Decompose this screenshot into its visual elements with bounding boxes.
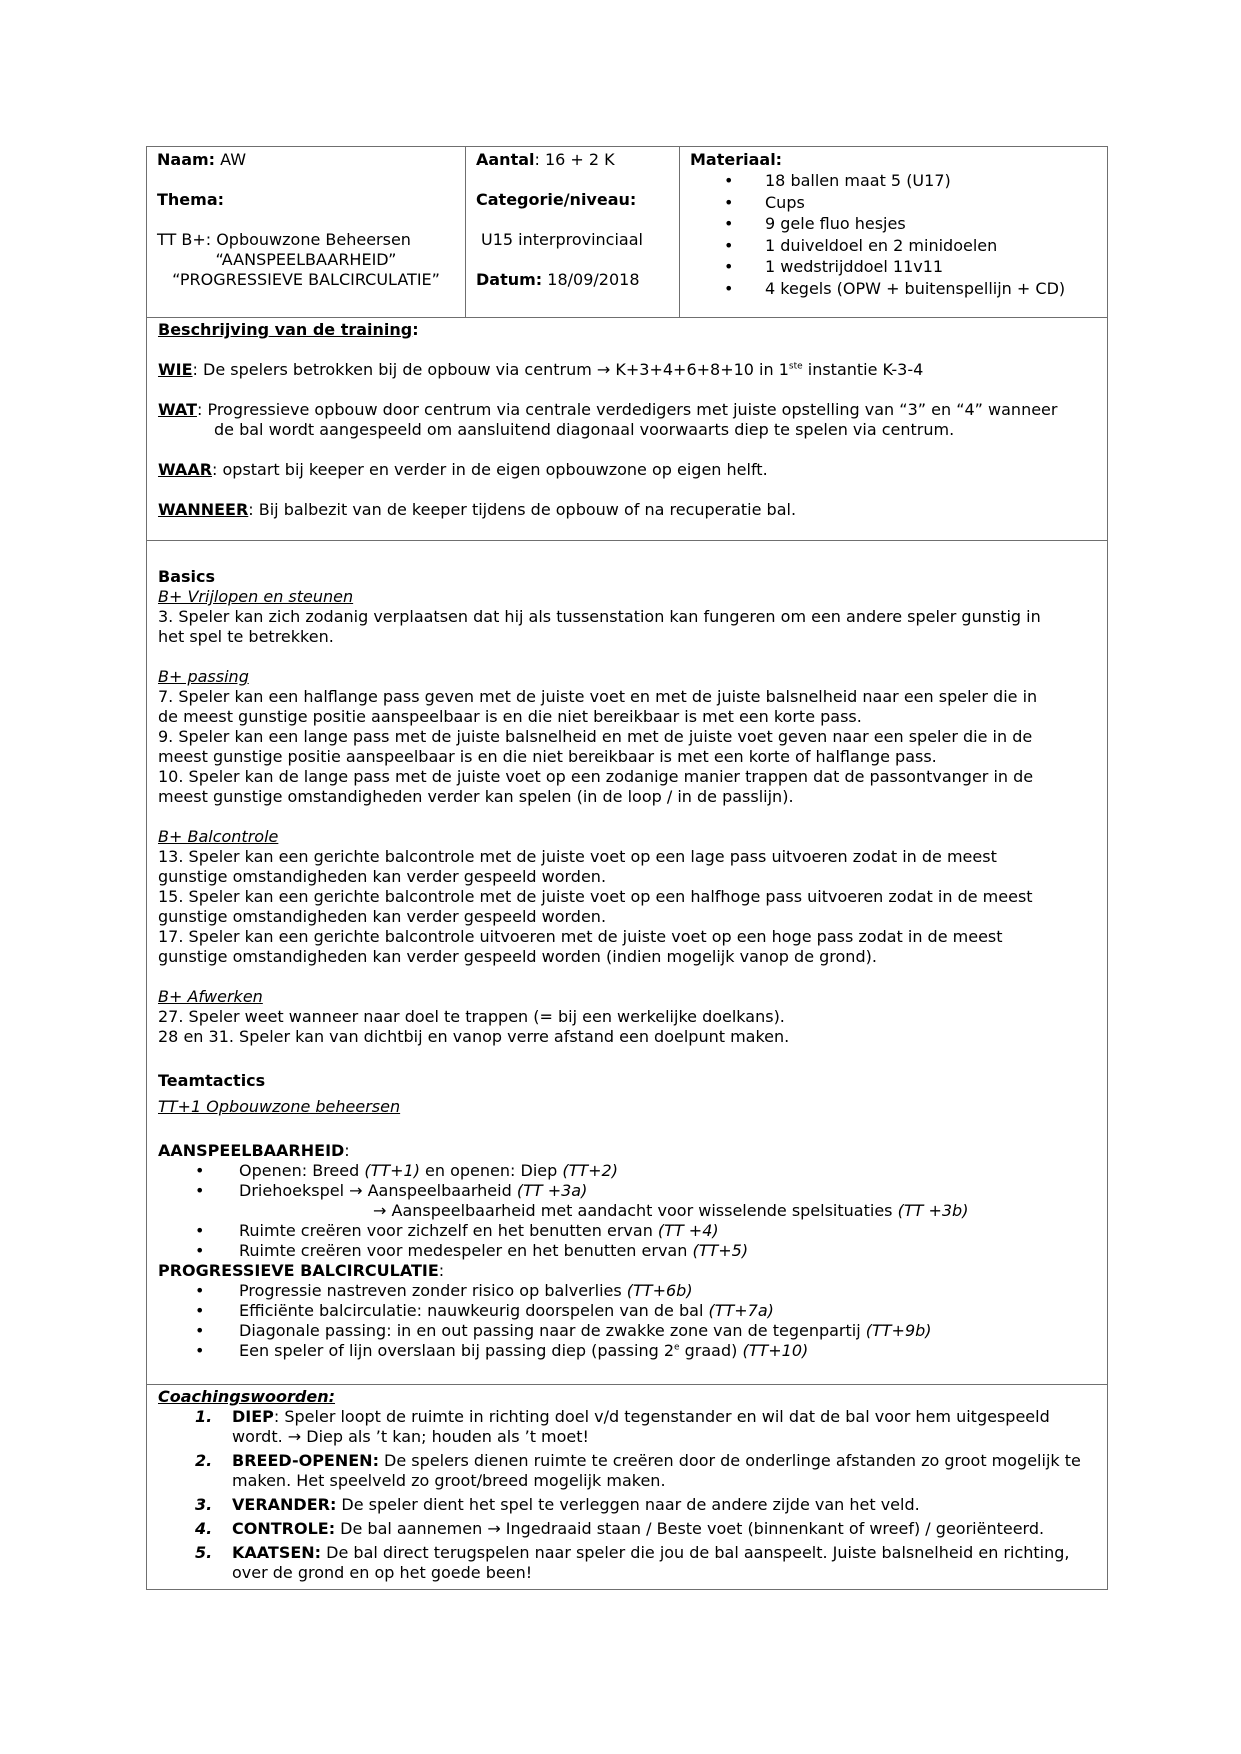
item-ref: (TT +4) xyxy=(657,1221,719,1240)
item-text: → Aanspeelbaarheid met aandacht voor wisselende spelsituaties xyxy=(373,1201,898,1220)
list-item: • 18 ballen maat 5 (U17) xyxy=(690,170,1097,192)
aantal-label: Aantal xyxy=(476,150,535,169)
list-item xyxy=(158,1241,1096,1261)
naam-value: AW xyxy=(220,150,247,169)
list-item xyxy=(158,1281,1096,1301)
item-text: graad) xyxy=(679,1341,743,1360)
training-sheet xyxy=(146,146,1108,1590)
basics-section: Basics B+ Vrijlopen en steunen 3. Speler kan zich zodanig verplaatsen dat hij als tussenstation kan fungeren om een andere speler gunstig in het spel te betrekken. B+ passing 7. Speler kan een halflange pass geven met de juiste voet en met de juiste balsnelheid naar een speler die in de meest gunstige positie aanspeelbaar is en die niet bereikbaar is met een korte pass. 9. Speler kan een lange pass met de juiste balsnelheid en met de juiste voet geven naar een speler die in de meest gunstige positie aanspeelbaar is en die niet bereikbaar is met een korte of halflange pass. 10. Speler kan de lange pass met de juiste voet op een zodanige manier trappen dat de passontvanger in de meest gunstige omstandigheden verder kan spelen (in de loop / in de passlijn). B+ Balcontrole 13. Speler kan een gerichte balcontrole met de juiste voet op een lage pass uitvoeren zodat in de meest gunstige omstandigheden kan verder gespeeld worden. 15. Speler kan een gerichte balcontrole met de juiste voet op een halfhoge pass uitvoeren zodat in de meest gunstige omstandigheden kan verder gespeeld worden. 17. Speler kan een gerichte balcontrole uitvoeren met de juiste voet op een hoge pass zodat in de meest gunstige omstandigheden kan verder gespeeld worden (indien mogelijk vanop de grond). B+ Afwerken 27. Speler weet wanneer naar doel te trappen (= bij een werkelijke doelkans). 28 en 31. Speler kan van dichtbij en vanop verre afstand een doelpunt maken. Teamtactics TT+1 Opbouwzone beheersen AANSPEELBAARHEID: • Openen: Breed (TT+1) en openen: Diep (TT+2) • Driehoekspel → Aanspeelbaarheid (TT +3a) → Aanspeelbaarheid met aandacht voor wisselende spelsituaties (TT +3b) • Ruimte creëren voor zichzelf en het benutten ervan (TT +4) • Ruimte creëren voor medespeler en het benutten ervan (TT+5) PROGRESSIEVE BALCIRCULATIE: • Progressie nastreven zonder risico op balverlies (TT+6b) • Efficiënte balcirculatie: nauwkeurig doorspelen van de bal (TT+7a) • Diagonale passing: in en out passing naar de zwakke zone van de tegenpartij (TT+9b) • Een speler of lijn overslaan bij passing diep (passing 2e graad) (TT+10) xyxy=(147,540,1107,1384)
balcontrole-line: gunstige omstandigheden kan verder gespeeld worden (indien mogelijk vanop de grond). xyxy=(158,947,877,966)
item-number: 2. xyxy=(195,1451,213,1470)
item-number: 4. xyxy=(195,1519,213,1538)
header-row xyxy=(147,147,1107,317)
afwerken-line: 28 en 31. Speler kan van dichtbij en vanop verre afstand een doelpunt maken. xyxy=(158,1027,790,1046)
balcontrole-line: gunstige omstandigheden kan verder gespeeld worden. xyxy=(158,867,607,886)
thema-line-1: TT B+: Opbouwzone Beheersen xyxy=(157,230,411,249)
list-item: • 1 wedstrijddoel 11v11 xyxy=(690,256,1097,278)
list-item: • 4 kegels (OPW + buitenspellijn + CD) xyxy=(690,278,1097,300)
wat-label: WAT xyxy=(158,400,197,419)
list-item xyxy=(158,1543,1096,1583)
passing-title: B+ passing xyxy=(158,667,249,686)
datum-label: Datum: xyxy=(476,270,543,289)
item-text: : Speler loopt de ruimte in richting doel v/d tegenstander en wil dat de bal voor hem uitgespeeld wordt. → Diep als ’t kan; houden als ’t moet! xyxy=(232,1407,1050,1446)
afwerken-title: B+ Afwerken xyxy=(158,987,263,1006)
wanneer-label: WANNEER xyxy=(158,500,249,519)
list-subitem xyxy=(158,1201,1096,1221)
aantal-cell xyxy=(466,147,680,317)
materiaal-label: Materiaal: xyxy=(690,150,783,169)
thema-line-2: “AANSPEELBAARHEID” xyxy=(215,250,397,269)
list-item xyxy=(158,1451,1096,1491)
item-sup: e xyxy=(674,1342,680,1353)
materiaal-cell xyxy=(680,147,1107,317)
wie-label: WIE xyxy=(158,360,193,379)
beschrijving-section xyxy=(147,317,1107,540)
item-ref: (TT+7a) xyxy=(708,1301,774,1320)
item-number: 3. xyxy=(195,1495,213,1514)
thema-line-3: “PROGRESSIEVE BALCIRCULATIE” xyxy=(172,270,440,289)
item-text: Een speler of lijn overslaan bij passing diep (passing 2 xyxy=(239,1341,674,1360)
item-ref: (TT+1) xyxy=(364,1161,420,1180)
list-item xyxy=(158,1519,1096,1539)
wie-sup: ste xyxy=(788,361,803,372)
passing-line: meest gunstige positie aanspeelbaar is en die niet bereikbaar is met een korte of halflange pass. xyxy=(158,747,937,766)
datum-value: 18/09/2018 xyxy=(547,270,640,289)
wie-text-post: instantie K-3-4 xyxy=(802,360,924,379)
item-text: Openen: Breed xyxy=(239,1161,365,1180)
item-ref: (TT+6b) xyxy=(626,1281,693,1300)
waar-line xyxy=(158,460,1096,480)
balcirc-label: PROGRESSIEVE BALCIRCULATIE xyxy=(158,1261,439,1280)
wanneer-text: : Bij balbezit van de keeper tijdens de opbouw of na recuperatie bal. xyxy=(248,500,797,519)
passing-line: 9. Speler kan een lange pass met de juiste balsnelheid en met de juiste voet geven naar een speler die in de xyxy=(158,727,1033,746)
item-text: Ruimte creëren voor medespeler en het benutten ervan xyxy=(239,1241,693,1260)
coaching-list xyxy=(158,1407,1096,1583)
materiaal-list xyxy=(690,170,1097,299)
list-item: • Cups xyxy=(690,192,1097,214)
list-item xyxy=(158,1221,1096,1241)
afwerken-line: 27. Speler weet wanneer naar doel te trappen (= bij een werkelijke doelkans). xyxy=(158,1007,785,1026)
item-label: VERANDER: xyxy=(232,1495,337,1514)
list-item xyxy=(158,1341,1096,1361)
item-text: Diagonale passing: in en out passing naar de zwakke zone van de tegenpartij xyxy=(239,1321,866,1340)
teamtactics-title: Teamtactics xyxy=(158,1071,266,1090)
list-item xyxy=(158,1321,1096,1341)
list-item xyxy=(158,1181,1096,1201)
balcontrole-line: 15. Speler kan een gerichte balcontrole met de juiste voet op een halfhoge pass uitvoeren zodat in de meest xyxy=(158,887,1033,906)
beschrijving-colon: : xyxy=(412,320,419,339)
item-ref: (TT +3b) xyxy=(897,1201,969,1220)
passing-line: 7. Speler kan een halflange pass geven met de juiste voet en met de juiste balsnelheid naar een speler die in xyxy=(158,687,1038,706)
wat-text-1: : Progressieve opbouw door centrum via centrale verdedigers met juiste opstelling van “3” en “4” wanneer xyxy=(196,400,1058,419)
item-text: Driehoekspel → Aanspeelbaarheid xyxy=(239,1181,517,1200)
balcontrole-line: 17. Speler kan een gerichte balcontrole uitvoeren met de juiste voet op een hoge pass zodat in de meest xyxy=(158,927,1003,946)
item-ref: (TT+5) xyxy=(692,1241,749,1260)
list-item xyxy=(158,1301,1096,1321)
list-item: • 9 gele fluo hesjes xyxy=(690,213,1097,235)
item-number: 1. xyxy=(195,1407,213,1426)
item-label: KAATSEN: xyxy=(232,1543,322,1562)
item-text: Efficiënte balcirculatie: nauwkeurig doorspelen van de bal xyxy=(239,1301,709,1320)
balcontrole-line: 13. Speler kan een gerichte balcontrole met de juiste voet op een lage pass uitvoeren zodat in de meest xyxy=(158,847,997,866)
item-text: en openen: Diep xyxy=(419,1161,563,1180)
vrijlopen-line: het spel te betrekken. xyxy=(158,627,334,646)
item-ref: (TT +3a) xyxy=(516,1181,588,1200)
balcontrole-title: B+ Balcontrole xyxy=(158,827,279,846)
aanspeel-label: AANSPEELBAARHEID xyxy=(158,1141,345,1160)
item-ref: (TT+2) xyxy=(562,1161,618,1180)
item-text: De bal direct terugspelen naar speler die jou de bal aanspeelt. Juiste balsnelheid en richting, over de grond en op het goede been! xyxy=(232,1543,1070,1582)
item-text: De bal aannemen → Ingedraaid staan / Beste voet (binnenkant of wreef) / georiënteerd. xyxy=(335,1519,1045,1538)
passing-line: meest gunstige omstandigheden verder kan spelen (in de loop / in de passlijn). xyxy=(158,787,794,806)
item-text: Progressie nastreven zonder risico op balverlies xyxy=(239,1281,627,1300)
wie-line xyxy=(158,360,1096,380)
naam-thema-cell xyxy=(147,147,466,317)
coaching-section xyxy=(147,1384,1107,1589)
item-ref: (TT+10) xyxy=(742,1341,809,1360)
thema-label: Thema: xyxy=(157,190,225,209)
naam-label: Naam: xyxy=(157,150,216,169)
wat-text-2: de bal wordt aangespeeld om aansluitend diagonaal voorwaarts diep te spelen via centrum. xyxy=(214,420,955,439)
item-label: DIEP xyxy=(232,1407,274,1426)
waar-label: WAAR xyxy=(158,460,213,479)
list-item xyxy=(158,1161,1096,1181)
item-text: De speler dient het spel te verleggen naar de andere zijde van het veld. xyxy=(336,1495,920,1514)
categorie-label: Categorie/niveau: xyxy=(476,190,637,209)
item-ref: (TT+9b) xyxy=(865,1321,932,1340)
item-text: De spelers dienen ruimte te creëren door de onderlinge afstanden zo groot mogelijk te maken. Het speelveld zo groot/breed mogelijk maken. xyxy=(232,1451,1081,1490)
aantal-value: : 16 + 2 K xyxy=(534,150,615,169)
coaching-title: Coachingswoorden: xyxy=(158,1387,336,1406)
vrijlopen-line: 3. Speler kan zich zodanig verplaatsen dat hij als tussenstation kan fungeren om een andere speler gunstig in xyxy=(158,607,1041,626)
beschrijving-title: Beschrijving van de training xyxy=(158,320,413,339)
item-label: CONTROLE: xyxy=(232,1519,336,1538)
list-item xyxy=(158,1407,1096,1447)
vrijlopen-title: B+ Vrijlopen en steunen xyxy=(158,587,354,606)
wanneer-line xyxy=(158,500,1096,520)
item-number: 5. xyxy=(195,1543,213,1562)
passing-line: de meest gunstige positie aanspeelbaar is en die niet bereikbaar is met een korte pass. xyxy=(158,707,862,726)
list-item xyxy=(158,1495,1096,1515)
wie-text-pre: : De spelers betrokken bij de opbouw via centrum → K+3+4+6+8+10 in 1 xyxy=(192,360,789,379)
basics-title: Basics xyxy=(158,567,216,586)
list-item: • 1 duiveldoel en 2 minidoelen xyxy=(690,235,1097,257)
waar-text: : opstart bij keeper en verder in de eigen opbouwzone op eigen helft. xyxy=(212,460,768,479)
balcontrole-line: gunstige omstandigheden kan verder gespeeld worden. xyxy=(158,907,607,926)
passing-line: 10. Speler kan de lange pass met de juiste voet op een zodanige manier trappen dat de passontvanger in de xyxy=(158,767,1034,786)
training-table xyxy=(146,146,1108,1590)
item-label: BREED-OPENEN: xyxy=(232,1451,379,1470)
item-text: Ruimte creëren voor zichzelf en het benutten ervan xyxy=(239,1221,658,1240)
wat-line xyxy=(158,400,1096,420)
teamtactics-subtitle: TT+1 Opbouwzone beheersen xyxy=(158,1097,401,1116)
categorie-value: U15 interprovinciaal xyxy=(481,230,643,249)
